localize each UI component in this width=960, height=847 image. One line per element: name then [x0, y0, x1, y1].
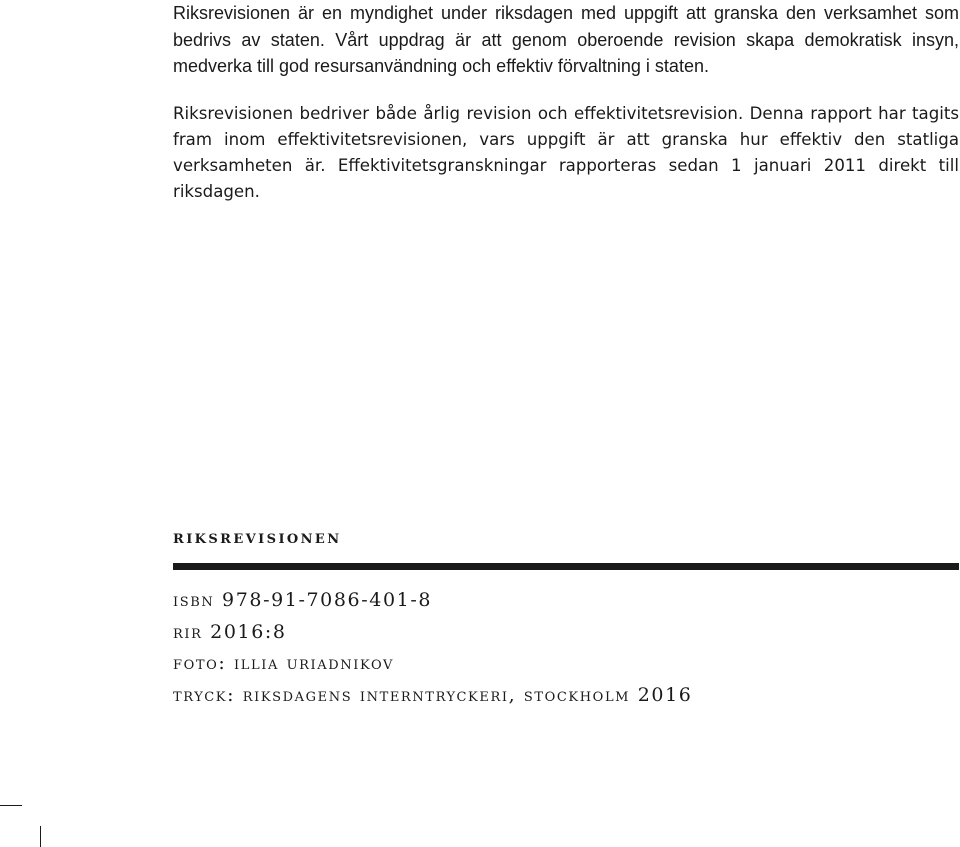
intro-paragraph-2: Riksrevisionen bedriver både årlig revision och effektivitetsrevision. Denna rapport har tagits fram inom effektivitetsrevisionen, vars uppgift är att granska hur effektiv den statliga verksamheten är. Effektivitetsgranskningar rapporteras sedan 1 januari 2011 direkt till riksdagen. — [173, 104, 959, 201]
colophon-divider — [173, 563, 959, 570]
intro-paragraph-1: Riksrevisionen är en myndighet under riksdagen med uppgift att granska den verksamhet som bedrivs av staten. Vårt uppdrag är att genom oberoende revision skapa demokratisk insyn, medverka till god resursanvändning och effektiv förvaltning i staten. — [173, 3, 959, 76]
report-number-line: rir 2016:8 — [173, 620, 287, 643]
colophon-details — [173, 585, 692, 711]
photo-credit-line: foto: illia uriadnikov — [173, 652, 394, 674]
isbn-line: isbn 978-91-7086-401-8 — [173, 589, 433, 611]
crop-mark-vertical — [40, 826, 41, 847]
crop-mark-horizontal — [0, 805, 22, 806]
colophon-heading: riksrevisionen — [173, 526, 342, 548]
print-credit-line: tryck: riksdagens interntryckeri, stockholm 2016 — [173, 683, 693, 706]
